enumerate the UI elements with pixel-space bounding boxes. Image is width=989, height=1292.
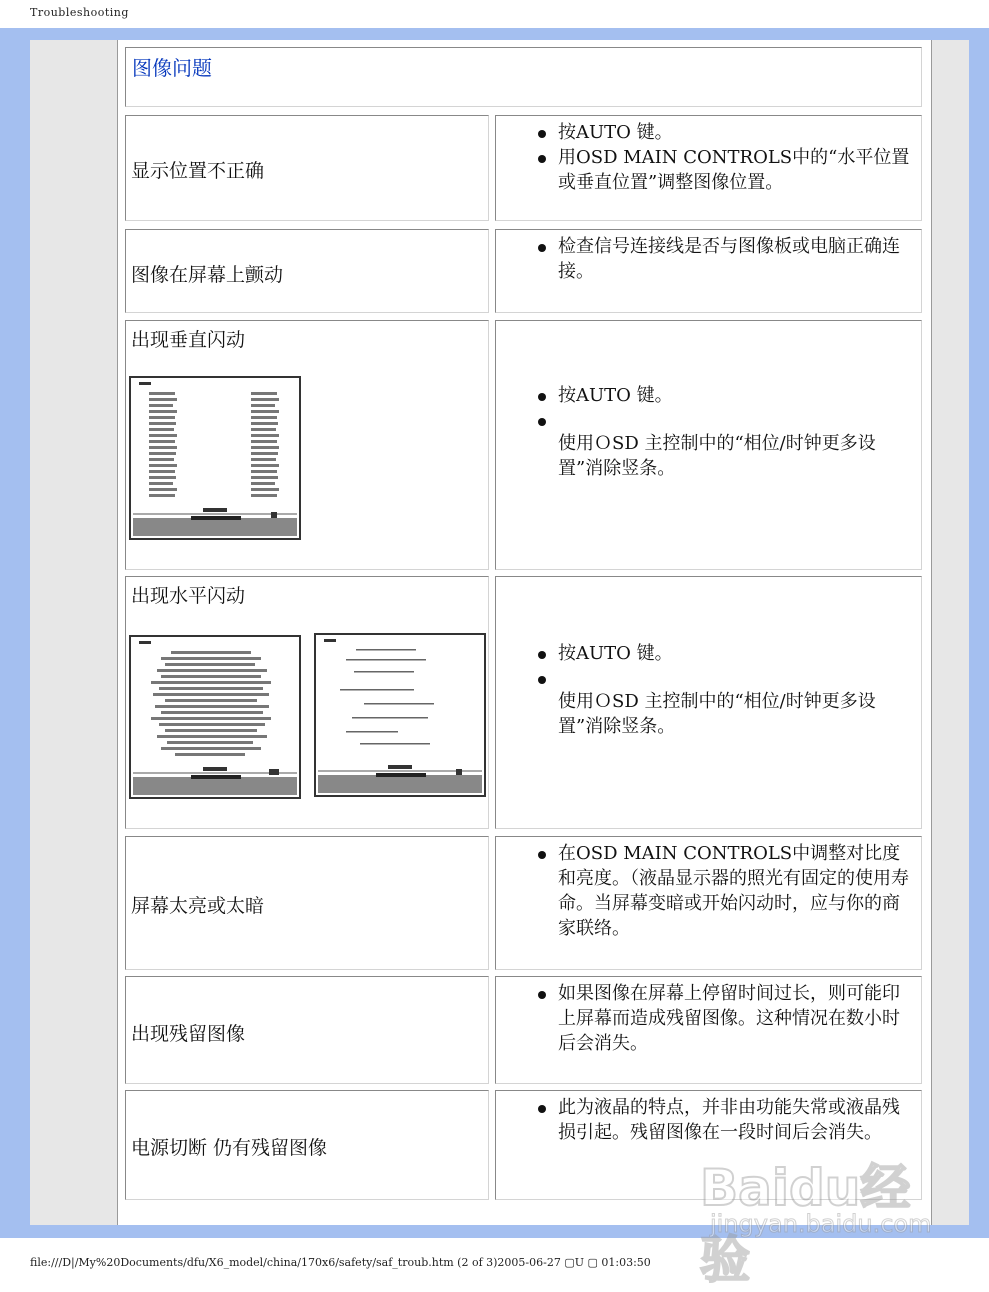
problem-label: 出现残留图像 (131, 1023, 246, 1045)
problem-label: 电源切断 仍有残留图像 (131, 1137, 328, 1159)
solution-cell (495, 576, 922, 829)
section-title: 图像问题 (132, 56, 212, 80)
problem-label: 出现水平闪动 (131, 585, 246, 607)
solution-list (534, 234, 917, 284)
list-item: 如果图像在屏幕上停留时间过长，则可能印上屏幕而造成残留图像。这种情况在数小时后会消失。 (534, 981, 917, 1056)
list-item: 在OSD MAIN CONTROLS中调整对比度和亮度。（液晶显示器的照光有固定的使用寿命。当屏幕变暗或开始闪动时，应与你的商家联络。 (534, 841, 917, 941)
problem-cell (125, 836, 489, 970)
solution-list (534, 841, 917, 941)
list-item: 按AUTO 键。 (534, 120, 917, 145)
solution-cell (495, 320, 922, 570)
problem-label: 屏幕太亮或太暗 (131, 895, 265, 917)
page-header-title: Troubleshooting (30, 6, 129, 19)
solution-list (534, 981, 917, 1056)
problem-label: 图像在屏幕上颤动 (131, 264, 284, 286)
solution-note: 使用ＯSD 主控制中的“相位/时钟更多设置”消除竖条。 (558, 433, 876, 479)
horizontal-flicker-graphic (131, 637, 299, 797)
problem-label: 出现垂直闪动 (131, 329, 246, 351)
problem-label: 显示位置不正确 (131, 160, 265, 182)
solution-list (534, 641, 917, 666)
baidu-watermark (700, 1148, 960, 1289)
vertical-flicker-graphic (131, 378, 299, 538)
problem-cell (125, 576, 489, 829)
solution-cell (495, 229, 922, 313)
solution-list (534, 120, 917, 195)
list-item: 按AUTO 键。 (534, 641, 917, 666)
section-title-cell (125, 47, 922, 107)
watermark-brand: Baidu经验 (700, 1159, 911, 1289)
problem-cell (125, 1090, 489, 1200)
solution-note: 使用ＯSD 主控制中的“相位/时钟更多设置”消除竖条。 (558, 691, 876, 737)
solution-cell (495, 115, 922, 221)
solution-list (534, 383, 917, 408)
problem-cell (125, 320, 489, 570)
content-area (117, 40, 932, 1225)
solution-list (534, 1095, 917, 1145)
stable-screen-illustration (314, 633, 486, 797)
page-footer-path: file:///D|/My%20Documents/dfu/X6_model/china/170x6/safety/saf_troub.htm (2 of 3)2005-06-27 ▢U ▢ 01:03:50 (30, 1256, 651, 1269)
horizontal-flicker-screen-illustration (129, 635, 301, 799)
problem-cell (125, 115, 489, 221)
problem-cell (125, 229, 489, 313)
watermark-site: jingyan.baidu.com (710, 1210, 932, 1238)
left-margin-panel (30, 40, 120, 1225)
vertical-flicker-screen-illustration (129, 376, 301, 540)
list-item: 用OSD MAIN CONTROLS中的“水平位置或垂直位置”调整图像位置。 (534, 145, 917, 195)
solution-cell (495, 976, 922, 1084)
solution-cell (495, 836, 922, 970)
stable-screen-graphic (316, 635, 484, 795)
problem-cell (125, 976, 489, 1084)
list-item: 按AUTO 键。 (534, 383, 917, 408)
right-margin-panel (931, 40, 969, 1225)
list-item: 此为液晶的特点，并非由功能失常或液晶残损引起。残留图像在一段时间后会消失。 (534, 1095, 917, 1145)
list-item: 检查信号连接线是否与图像板或电脑正确连接。 (534, 234, 917, 284)
